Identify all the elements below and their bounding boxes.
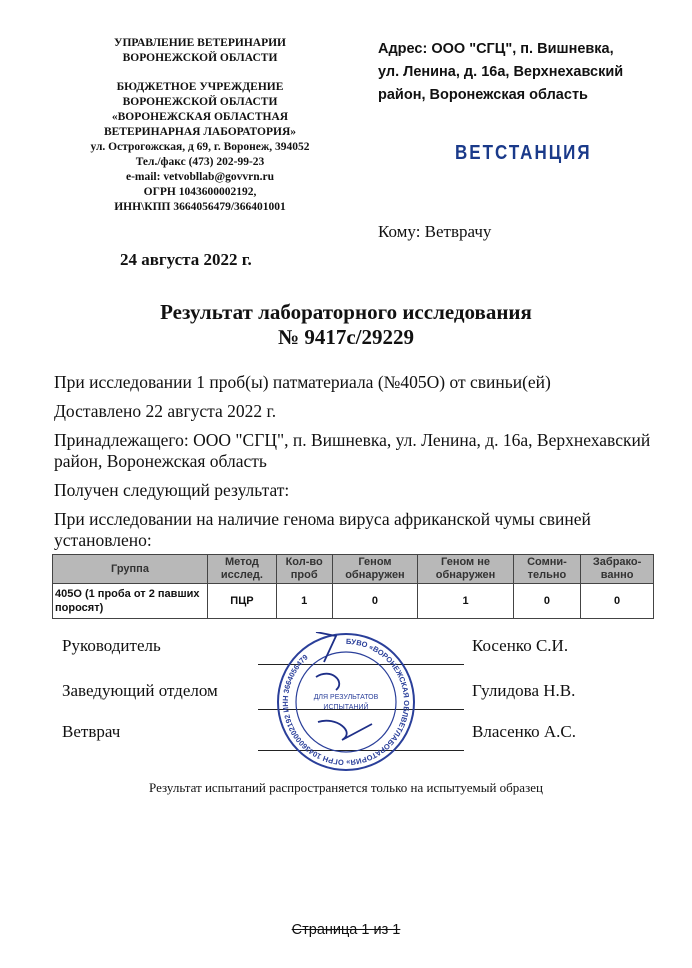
- signature-role: Руководитель: [62, 636, 161, 655]
- paragraph: Доставлено 22 августа 2022 г.: [54, 401, 277, 421]
- issuer-address: ул. Острогожская, д 69, г. Воронеж, 394052: [90, 141, 310, 153]
- recipient: Кому: Ветврачу: [378, 222, 492, 241]
- table-cell: ПЦР: [208, 584, 277, 619]
- table-cell: 1: [418, 584, 513, 619]
- table-cell: 0: [581, 584, 654, 619]
- signature-role: Ветврач: [62, 722, 121, 741]
- table-cell: 1: [276, 584, 332, 619]
- address-line: Адрес: ООО "СГЦ", п. Вишневка,: [378, 41, 614, 57]
- issuer-block: [40, 36, 360, 215]
- document-number: № 9417с/29229: [277, 325, 414, 349]
- svg-text:ДЛЯ РЕЗУЛЬТАТОВ: ДЛЯ РЕЗУЛЬТАТОВ: [313, 694, 379, 701]
- column-header: Забрако-ванно: [581, 555, 654, 584]
- column-header: Группа: [53, 555, 208, 584]
- paragraph: Принадлежащего: ООО "СГЦ", п. Вишневка, ул. Ленина, д. 16а, Верхнехавский район, Воронежская область: [54, 430, 651, 471]
- address-line: район, Воронежская область: [378, 87, 588, 103]
- paragraph: При исследовании 1 проб(ы) патматериала (№405О) от свиньи(ей): [54, 372, 551, 392]
- footer-note: Результат испытаний распространяется только на испытуемый образец: [149, 780, 543, 795]
- signature-role: Заведующий отделом: [62, 681, 218, 700]
- column-header: Сомни-тельно: [513, 555, 581, 584]
- table-cell: 0: [513, 584, 581, 619]
- column-header: Кол-во проб: [276, 555, 332, 584]
- paragraph: Получен следующий результат:: [54, 480, 290, 500]
- issuer-inn: ИНН\КПП 3664056479/366401001: [114, 201, 286, 213]
- column-header: Метод исслед.: [208, 555, 277, 584]
- table-cell: 405О (1 проба от 2 павших поросят): [53, 584, 208, 619]
- document-date: 24 августа 2022 г.: [120, 250, 252, 269]
- official-stamp-icon: [276, 632, 416, 772]
- svg-text:ИСПЫТАНИЙ: ИСПЫТАНИЙ: [323, 704, 369, 711]
- signature-name: Гулидова Н.В.: [472, 681, 576, 700]
- issuer-line: ВЕТЕРИНАРНАЯ ЛАБОРАТОРИЯ»: [103, 126, 297, 138]
- table-header-row: [53, 555, 654, 584]
- document-title: [0, 300, 692, 350]
- signature-name: Косенко С.И.: [472, 636, 569, 655]
- vetstation-stamp-text: ВЕТСТАНЦИЯ: [455, 141, 592, 164]
- title-line: Результат лабораторного исследования: [160, 300, 532, 324]
- issuer-line: БЮДЖЕТНОЕ УЧРЕЖДЕНИЕ: [116, 81, 284, 93]
- column-header: Геном не обнаружен: [418, 555, 513, 584]
- paragraph: При исследовании на наличие генома вируса африканской чумы свиней установлено:: [54, 509, 591, 550]
- address-line: ул. Ленина, д. 16а, Верхнехавский: [378, 64, 624, 80]
- table-row: [53, 584, 654, 619]
- issuer-line: ВОРОНЕЖСКОЙ ОБЛАСТИ: [122, 96, 278, 108]
- issuer-line: УПРАВЛЕНИЕ ВЕТЕРИНАРИИ: [114, 37, 286, 49]
- table-cell: 0: [332, 584, 418, 619]
- signature-name: Власенко А.С.: [472, 722, 577, 741]
- issuer-phone: Тел./факс (473) 202-99-23: [135, 156, 265, 168]
- page-number: Страница 1 из 1: [291, 922, 401, 938]
- results-table: [52, 554, 654, 619]
- document-body: [54, 372, 654, 551]
- issuer-line: ВОРОНЕЖСКОЙ ОБЛАСТИ: [122, 52, 278, 64]
- column-header: Геном обнаружен: [332, 555, 418, 584]
- issuer-email: e-mail: vetvobllab@govvrn.ru: [125, 171, 275, 183]
- recipient-address: [378, 38, 678, 107]
- svg-text:БУВО «ВОРОНЕЖСКАЯ ОБЛВЕТЛАБОРА: БУВО «ВОРОНЕЖСКАЯ ОБЛВЕТЛАБОРАТОРИЯ» ОГРН 1043600002192 ИНН 3664056479: [280, 636, 411, 768]
- issuer-ogrn: ОГРН 1043600002192,: [143, 186, 257, 198]
- issuer-line: «ВОРОНЕЖСКАЯ ОБЛАСТНАЯ: [111, 111, 289, 123]
